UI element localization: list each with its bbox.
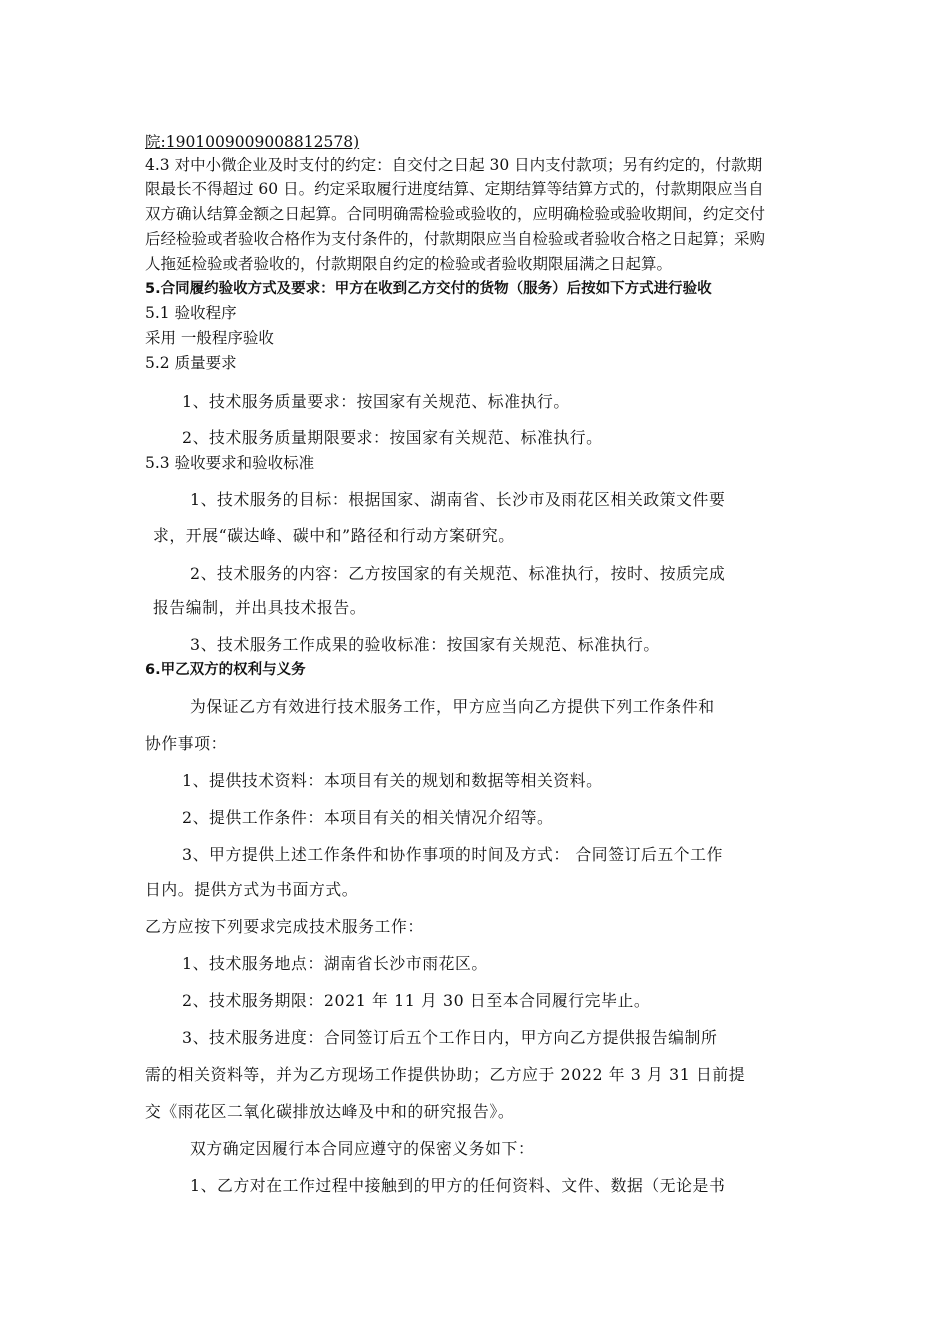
clause-4-3-line-5: 人拖延检验或者验收的，付款期限自约定的检验或者验收期限届满之日起算。 — [145, 255, 673, 273]
acceptance-item-2-line-2: 报告编制，并出具技术报告。 — [153, 598, 367, 617]
party-a-item-2: 2、提供工作条件：本项目有关的相关情况介绍等。 — [182, 808, 554, 827]
account-number-line: 院:1901009009008812578) — [145, 133, 360, 151]
party-b-item-3-line-2: 需的相关资料等，并为乙方现场工作提供协助；乙方应于 2022 年 3 月 31 日前提 — [145, 1065, 746, 1084]
acceptance-item-3: 3、技术服务工作成果的验收标准：按国家有关规范、标准执行。 — [190, 635, 660, 654]
clause-4-3-line-1: 4.3 对中小微企业及时支付的约定：自交付之日起 30 日内支付款项；另有约定的，付款期 — [145, 156, 763, 174]
party-a-item-3-line-2: 日内。提供方式为书面方式。 — [145, 880, 359, 899]
clause-4-3-line-3: 双方确认结算金额之日起算。合同明确需检验或验收的，应明确检验或验收期间，约定交付 — [145, 205, 766, 223]
party-b-item-3-line-1: 3、技术服务进度：合同签订后五个工作日内，甲方向乙方提供报告编制所 — [182, 1028, 718, 1047]
acceptance-item-1-line-1: 1、技术服务的目标：根据国家、湖南省、长沙市及雨花区相关政策文件要 — [190, 490, 726, 509]
quality-item-1: 1、技术服务质量要求：按国家有关规范、标准执行。 — [182, 392, 570, 411]
section-6-heading: 6.甲乙双方的权利与义务 — [145, 662, 306, 678]
party-a-item-3-line-1: 3、甲方提供上述工作条件和协作事项的时间及方式： 合同签订后五个工作 — [182, 845, 723, 864]
section-5-heading: 5.合同履约验收方式及要求：甲方在收到乙方交付的货物（服务）后按如下方式进行验收 — [145, 281, 712, 297]
subsection-5-1-body: 采用 一般程序验收 — [145, 329, 274, 347]
section-6-intro-line-1: 为保证乙方有效进行技术服务工作，甲方应当向乙方提供下列工作条件和 — [190, 697, 715, 716]
confidentiality-item-1: 1、乙方对在工作过程中接触到的甲方的任何资料、文件、数据（无论是书 — [190, 1176, 726, 1195]
section-6-intro-line-2: 协作事项： — [145, 734, 227, 753]
subsection-5-2-title: 5.2 质量要求 — [145, 354, 237, 372]
subsection-5-3-title: 5.3 验收要求和验收标准 — [145, 454, 315, 472]
party-b-item-1: 1、技术服务地点：湖南省长沙市雨花区。 — [182, 954, 488, 973]
acceptance-item-2-line-1: 2、技术服务的内容：乙方按国家的有关规范、标准执行，按时、按质完成 — [190, 564, 726, 583]
party-b-item-2: 2、技术服务期限：2021 年 11 月 30 日至本合同履行完毕止。 — [182, 991, 651, 1010]
party-b-intro: 乙方应按下列要求完成技术服务工作： — [145, 917, 424, 936]
quality-item-2: 2、技术服务质量期限要求：按国家有关规范、标准执行。 — [182, 428, 603, 447]
party-b-item-3-line-3: 交《雨花区二氧化碳排放达峰及中和的研究报告》。 — [145, 1102, 515, 1121]
clause-4-3-line-4: 后经检验或者验收合格作为支付条件的，付款期限应当自检验或者验收合格之日起算；采购 — [145, 230, 766, 248]
acceptance-item-1-line-2: 求，开展“碳达峰、碳中和”路径和行动方案研究。 — [153, 526, 515, 545]
party-a-item-1: 1、提供技术资料：本项目有关的规划和数据等相关资料。 — [182, 771, 603, 790]
subsection-5-1-title: 5.1 验收程序 — [145, 304, 237, 322]
confidentiality-intro: 双方确定因履行本合同应遵守的保密义务如下： — [190, 1139, 535, 1158]
clause-4-3-line-2: 限最长不得超过 60 日。约定采取履行进度结算、定期结算等结算方式的，付款期限应当自 — [145, 180, 764, 198]
